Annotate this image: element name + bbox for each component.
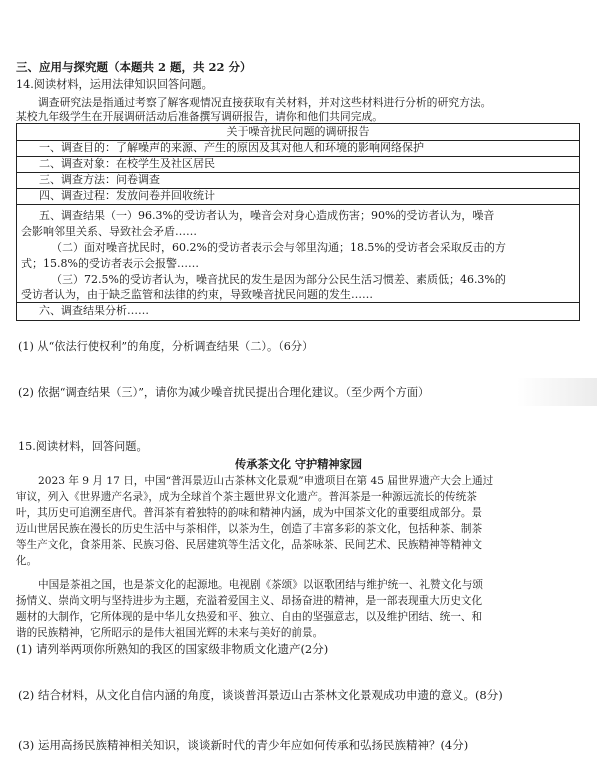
q14-sub2: (2) 依据“调查结果（三）”，请你为减少噪音扰民提出合理化建议。（至少两个方面）: [18, 386, 430, 399]
report-result-1b: 会影响邻里关系、导致社会矛盾……: [21, 225, 197, 238]
q15-stem: 15.阅读材料，回答问题。: [18, 440, 148, 453]
q15-p1-line5: 等生产文化，食茶用茶、民族习俗、民居建筑等生活文化，品茶咏茶、民间艺术、民族精神等精神文: [16, 539, 483, 551]
report-result-1a: 五、调查结果（一）96.3%的受访者认为，噪音会对身心造成伤害；90%的受访者认为，噪音: [39, 209, 495, 222]
section-title: 三、应用与探究题（本题共 2 题，共 22 分）: [16, 60, 252, 74]
q15-sub2: (2) 结合材料，从文化自信内涵的角度，谈谈普洱景迈山古茶林文化景观成功申遗的意义。(8分): [18, 688, 503, 702]
q15-p1-line2: 审议，列入《世界遗产名录》，成为全球首个茶主题世界文化遗产。普洱茶是一种源远流长的传统茶: [16, 491, 477, 503]
report-result-3a: （三）72.5%的受访者认为，噪音扰民的发生是因为部分公民生活习惯差、素质低；46.3%的: [51, 273, 506, 286]
q14-stem: 14.阅读材料，运用法律知识回答问题。: [16, 78, 213, 91]
q15-p2-line2: 扬情义、崇尚文明与坚持进步为主题，充溢着爱国主义、昂扬奋进的精神，是一部表现重大历史文化: [16, 595, 483, 607]
q15-p1-line3: 叶，其历史可追溯至唐代。普洱茶有着独特的韵味和精神内涵，成为中国茶文化的重要组成部分。景: [16, 507, 483, 519]
report-title: 关于噪音扰民问题的调研报告: [226, 125, 370, 138]
q15-p2-line1: 中国是茶祖之国，也是茶文化的起源地。电视剧《茶颂》以讴歌团结与维护统一、礼赞文化与颂: [38, 579, 483, 591]
report-result-3b: 受访者认为，由于缺乏监管和法律的约束，导致噪音扰民问题的发生……: [21, 288, 373, 301]
report-row-method: 三、调查方法：问卷调查: [39, 173, 160, 186]
q14-sub1: (1) 从“依法行使权利”的角度，分析调查结果（二）。（6分）: [18, 340, 314, 353]
report-row-process: 四、调查过程：发放问卷并回收统计: [39, 189, 215, 202]
survey-report-table: [16, 123, 580, 321]
report-row-purpose: 一、调查目的：了解噪声的来源、产生的原因及其对他人和环境的影响网络保护: [39, 141, 424, 154]
q15-sub1: (1) 请列举两项你所熟知的我区的国家级非物质文化遗产(2分): [16, 642, 329, 656]
q14-intro-line2: 某校九年级学生在开展调研活动后准备撰写调研报告，请你和他们共同完成。: [16, 110, 384, 123]
q15-p2-line4: 谐的民族精神，它所昭示的是伟大祖国光辉的未来与美好的前景。: [16, 627, 324, 639]
q15-sub3: (3) 运用高扬民族精神相关知识，谈谈新时代的青少年应如何传承和弘扬民族精神？(4分): [18, 738, 469, 752]
scan-shadow: [517, 378, 597, 406]
report-row-analysis: 六、调查结果分析……: [39, 304, 149, 317]
report-row-subjects: 二、调查对象：在校学生及社区居民: [39, 157, 215, 170]
report-result-2b: 式；15.8%的受访者表示会报警……: [21, 257, 199, 270]
q15-p1-line6: 化。: [16, 555, 38, 567]
q14-intro-line1: 调查研究法是指通过考察了解客观情况直接获取有关材料，并对这些材料进行分析的研究方法。: [38, 96, 492, 109]
q15-article-title: 传承茶文化 守护精神家园: [235, 457, 362, 471]
q15-p2-line3: 题材的大制作，它所体现的是中华儿女热爱和平、独立、自由的坚强意志，以及维护团结、统一、和: [16, 611, 483, 623]
report-result-2a: （二）面对噪音扰民时，60.2%的受访者表示会与邻里沟通；18.5%的受访者会采取反击的方: [51, 241, 506, 254]
q15-p1-line4: 迈山世居民族在漫长的历史生活中与茶相伴，以茶为生，创造了丰富多彩的茶文化，包括种茶、制茶: [16, 523, 483, 535]
q15-p1-line1: 2023 年 9 月 17 日，中国“普洱景迈山古茶林文化景观”申遗项目在第 45 届世界遗产大会上通过: [38, 475, 494, 487]
